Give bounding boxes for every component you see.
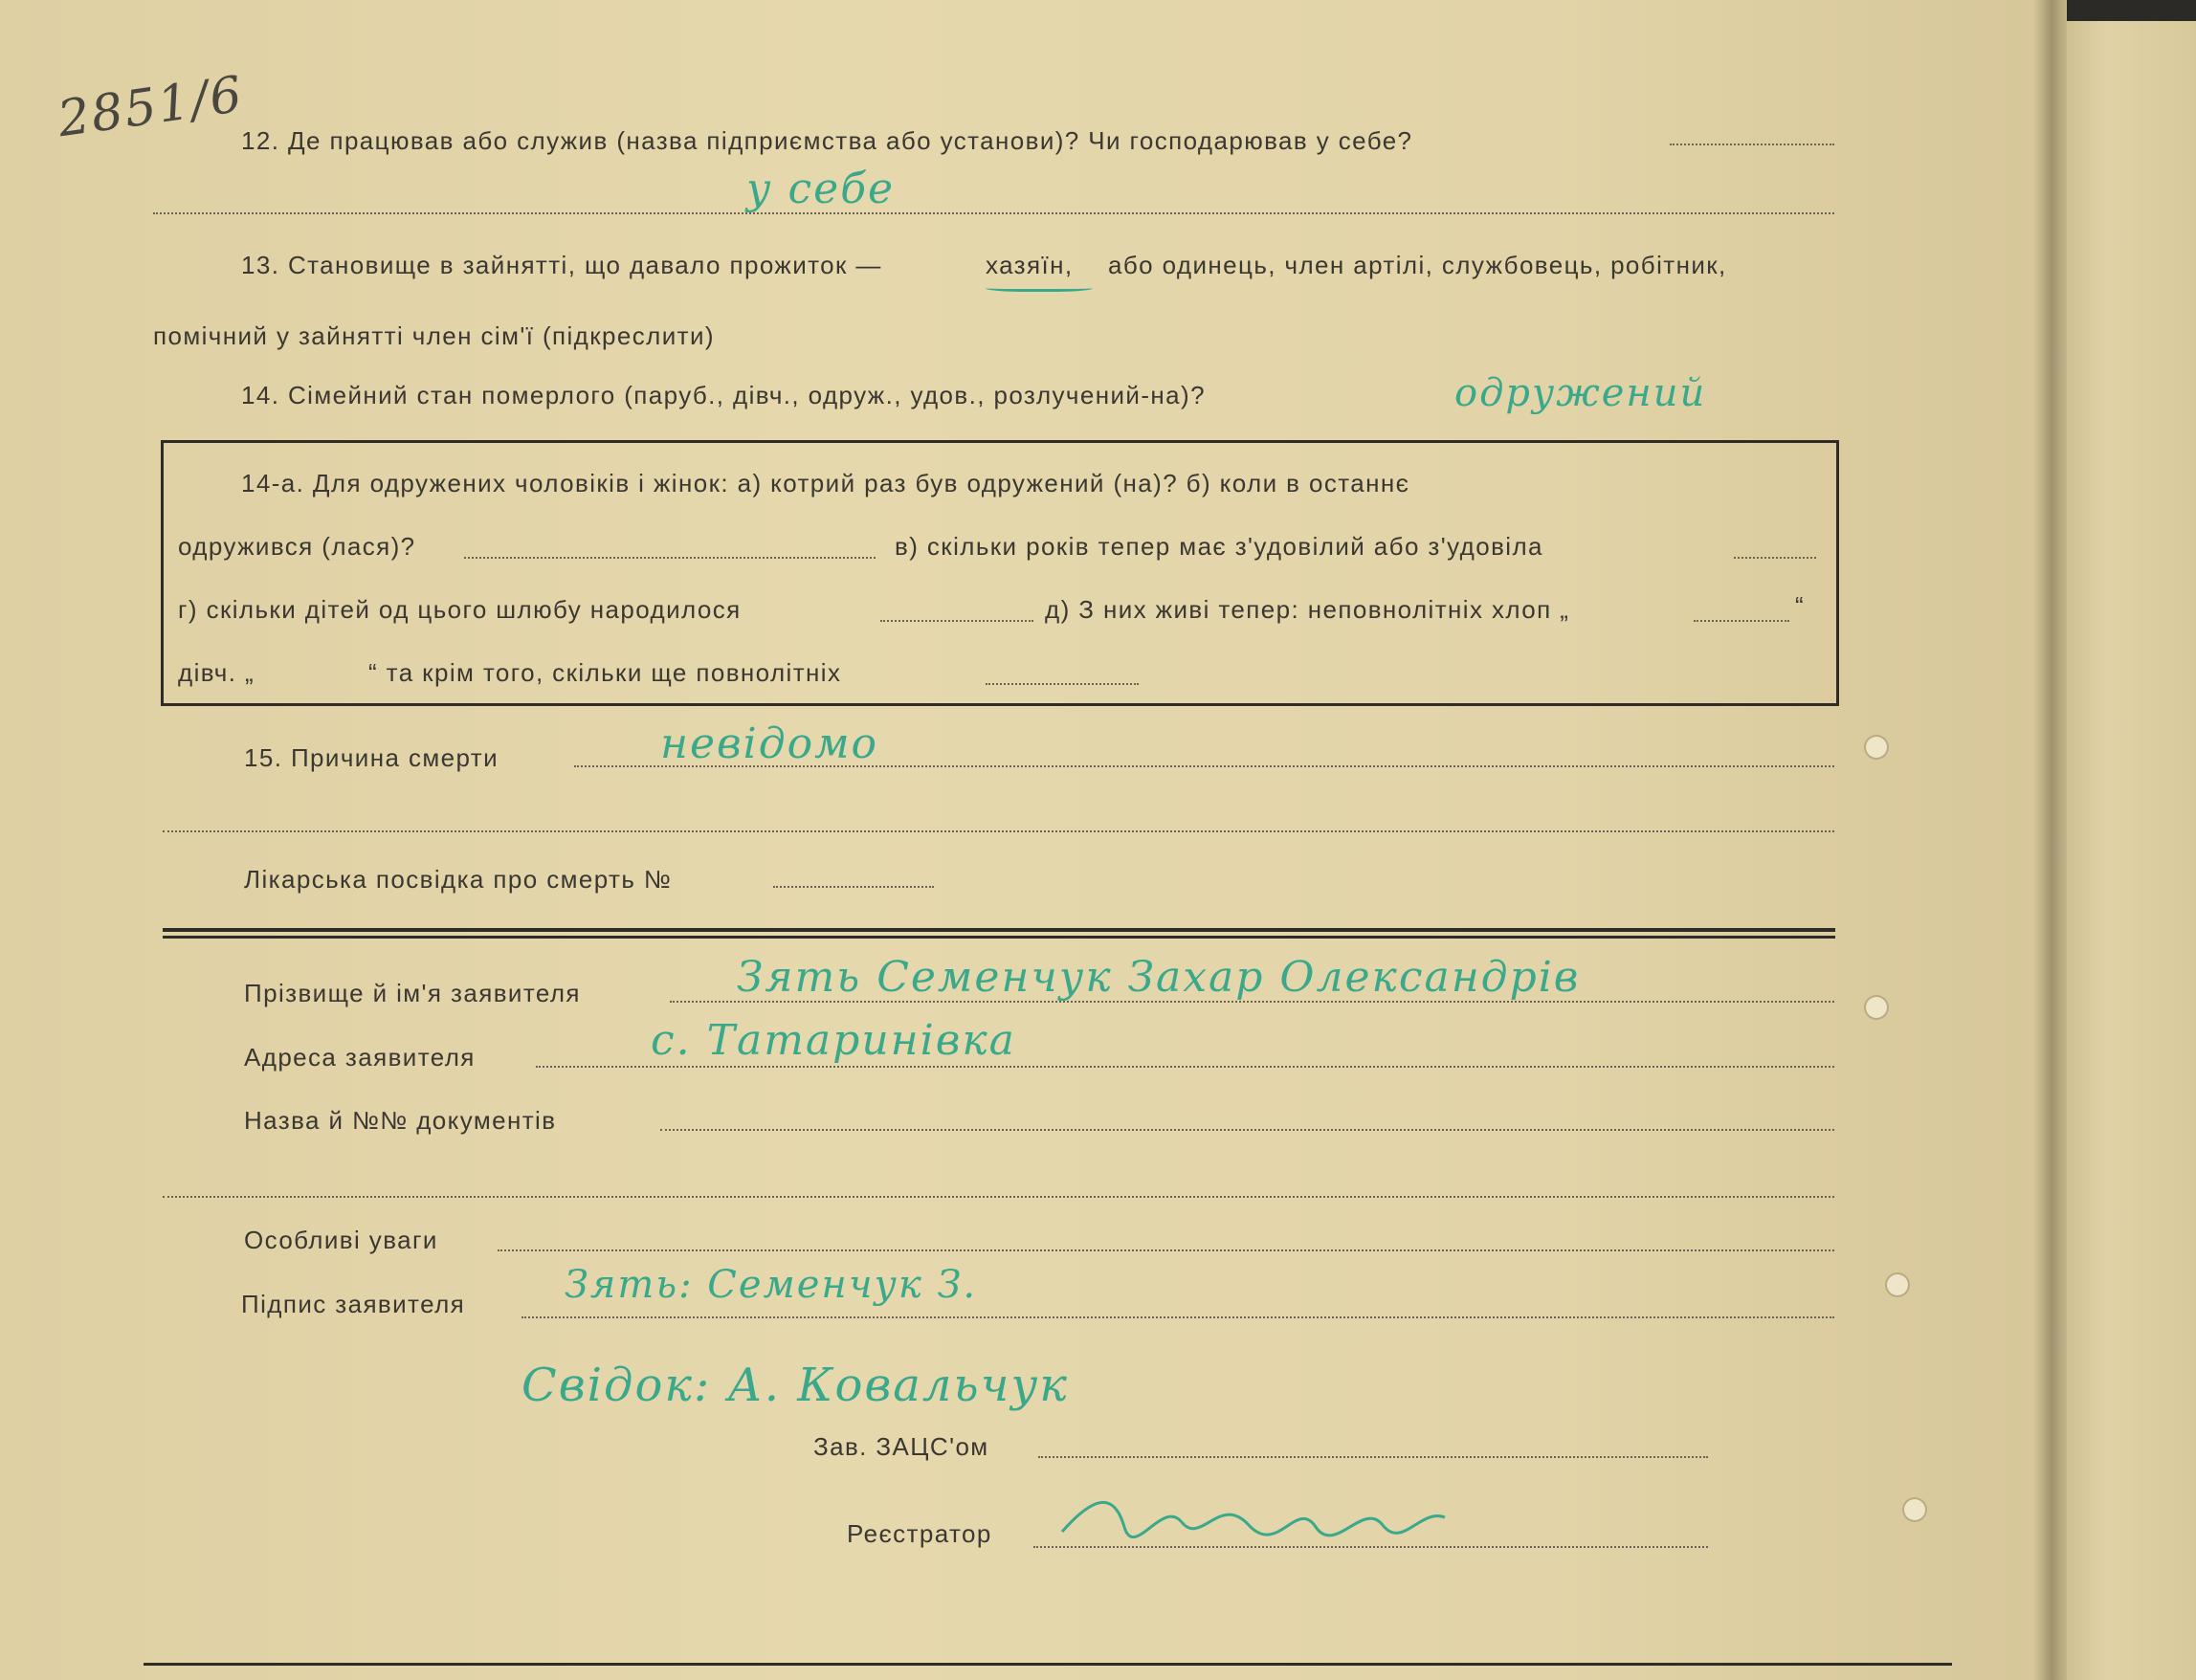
q14a-line4a: дівч. „ [178,658,255,687]
bottom-rule [144,1663,1952,1666]
q15-label: 15. Причина смерти [244,743,499,772]
punch-hole [1864,995,1889,1020]
page-fold-shadow [2033,0,2070,1680]
q14-answer: одружений [1454,371,1707,415]
q14a-line3c: “ [1795,591,1806,620]
witness-signature: Свідок: А. Ковальчук [521,1359,1069,1412]
adjacent-page-edge [2067,21,2196,1680]
punch-hole [1902,1497,1927,1522]
applicant-signature: Зять: Семенчук З. [565,1263,978,1307]
q14-label: 14. Сімейний стан померлого (паруб., дівч., одруж., удов., розлучений-на)? [241,381,1206,409]
q14a-line2b: в) скільки років тепер має з'удовілий або з'удовіла [895,532,1543,561]
q14a-line3a: г) скільки дітей од цього шлюбу народилося [178,595,742,624]
head-label: Зав. ЗАЦС'ом [813,1432,989,1461]
q13-line1-rest: або одинець, член артілі, службовець, робітник, [1108,251,1727,279]
punch-hole [1885,1272,1910,1297]
punch-hole [1864,735,1889,760]
double-rule-top [163,928,1835,932]
q12-label: 12. Де працював або служив (назва підприємства або установи)? Чи господарював у себе? [241,126,1413,155]
registrar-label: Реєстратор [847,1519,992,1548]
double-rule-bottom [163,936,1835,939]
registrar-signature-scribble [1057,1489,1450,1546]
medical-label: Лікарська посвідка про смерть № [244,865,673,894]
archive-number: 2851/6 [54,65,248,149]
applicant-docs-label: Назва й №№ документів [244,1106,557,1135]
q14a-line4b: “ та крім того, скільки ще повнолітніх [368,658,842,687]
q13-underlined: хазяїн, [986,251,1074,279]
notes-label: Особливі уваги [244,1226,438,1254]
applicant-name-label: Прізвище й ім'я заявителя [244,979,581,1007]
q14a-line2a: одружився (лася)? [178,532,416,561]
signature-label: Підпис заявителя [241,1290,466,1318]
q13-line1: 13. Становище в зайнятті, що давало прожиток — [241,251,882,279]
applicant-name-value: Зять Семенчук Захар Олександрів [737,953,1581,1002]
q13-line2: помічний у зайнятті член сім'ї (підкреслити) [153,321,715,350]
q12-answer: у себе [746,165,896,213]
applicant-address-value: с. Татаринівка [651,1016,1016,1065]
q14a-line3b: д) З них живі тепер: неповнолітніх хлоп „ [1045,595,1570,624]
q13-underline-mark [986,283,1093,292]
applicant-address-label: Адреса заявителя [244,1043,476,1072]
q15-answer: невідомо [660,719,879,768]
q14a-line1: 14-а. Для одружених чоловіків і жінок: а) котрий раз був одружений (на)? б) коли в останнє [241,469,1410,497]
